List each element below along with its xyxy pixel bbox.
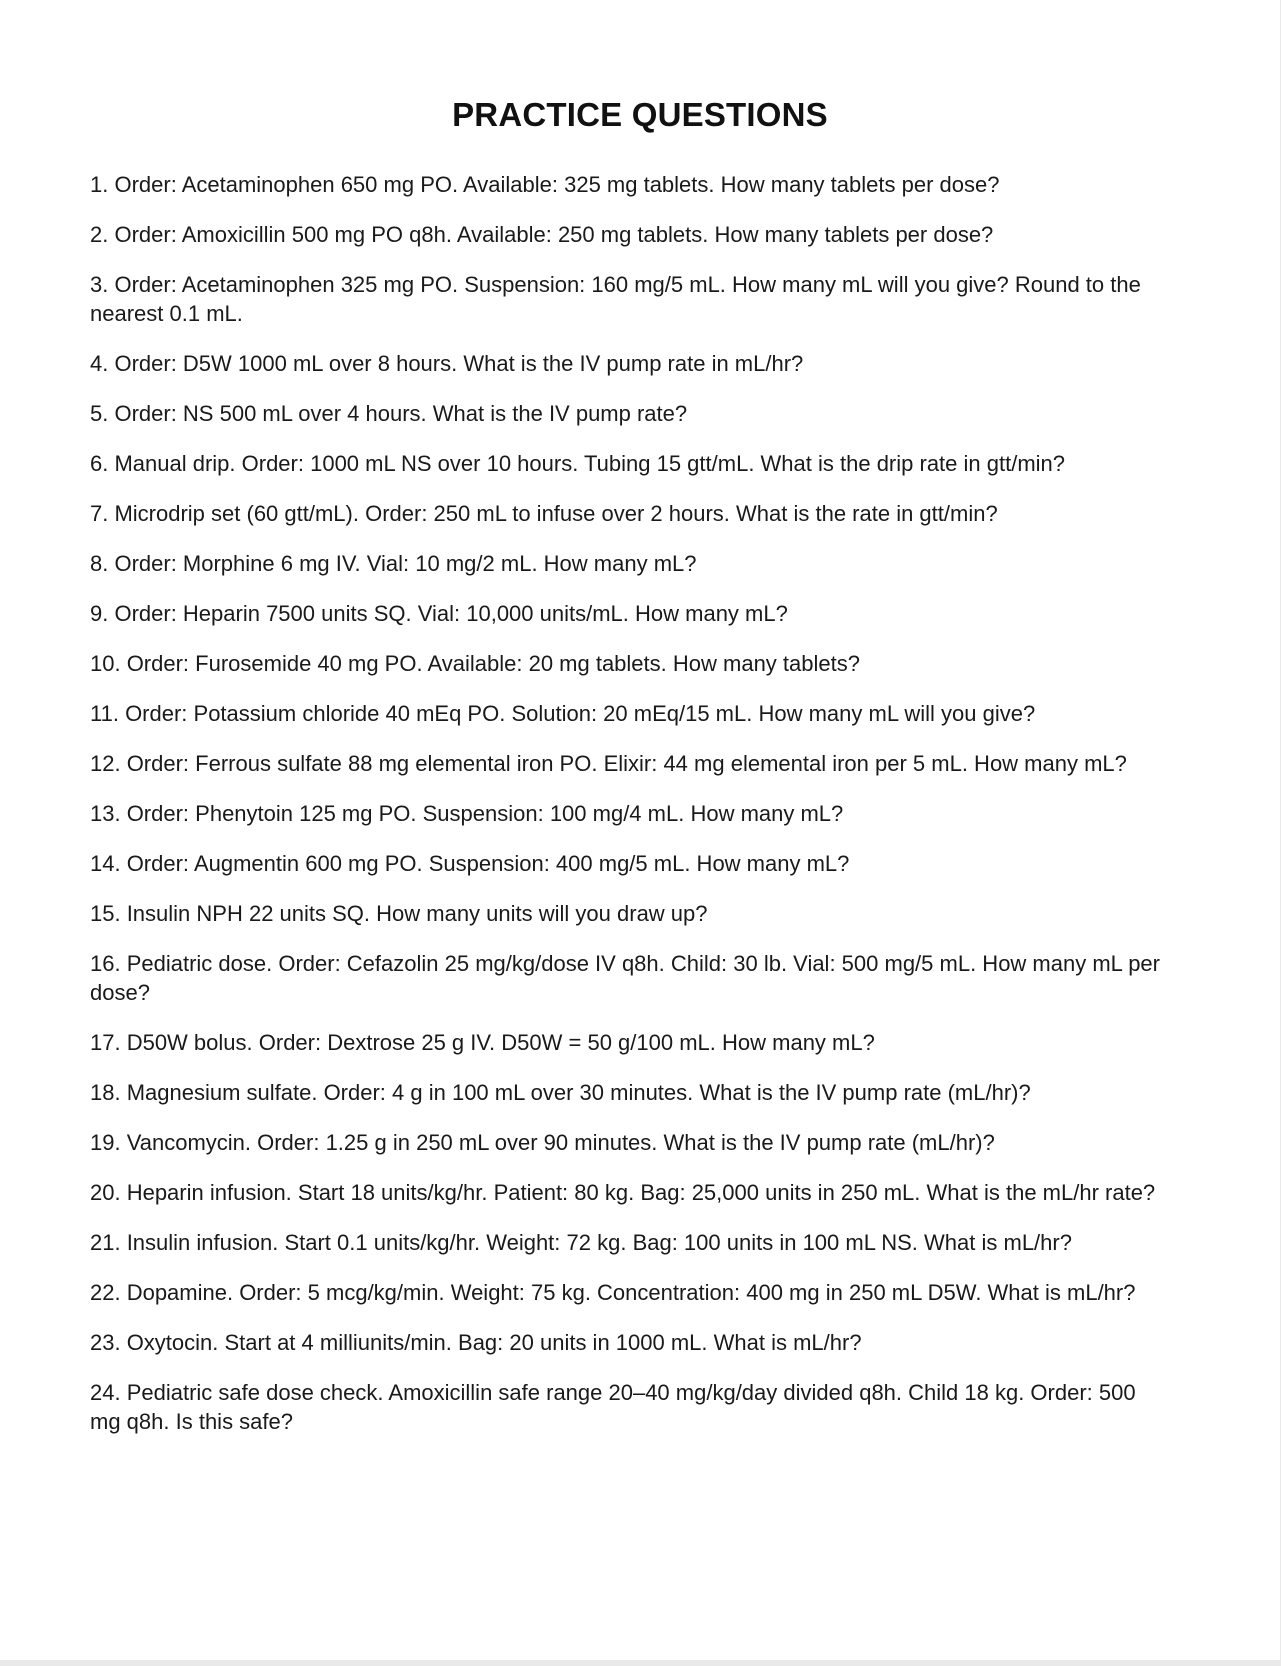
question-14: 14. Order: Augmentin 600 mg PO. Suspension: 400 mg/5 mL. How many mL? xyxy=(90,851,850,876)
question-16: 16. Pediatric dose. Order: Cefazolin 25 mg/kg/dose IV q8h. Child: 30 lb. Vial: 500 mg/5 mL. How many mL per dose? xyxy=(90,951,1160,1005)
question-6: 6. Manual drip. Order: 1000 mL NS over 10 hours. Tubing 15 gtt/mL. What is the drip rate in gtt/min? xyxy=(90,451,1066,476)
question-4: 4. Order: D5W 1000 mL over 8 hours. What is the IV pump rate in mL/hr? xyxy=(90,351,804,376)
question-13: 13. Order: Phenytoin 125 mg PO. Suspension: 100 mg/4 mL. How many mL? xyxy=(90,801,844,826)
question-7: 7. Microdrip set (60 gtt/mL). Order: 250 mL to infuse over 2 hours. What is the rate in gtt/min? xyxy=(90,501,998,526)
page-title: PRACTICE QUESTIONS xyxy=(452,96,828,133)
question-21: 21. Insulin infusion. Start 0.1 units/kg/hr. Weight: 72 kg. Bag: 100 units in 100 mL NS. What is mL/hr? xyxy=(90,1230,1072,1255)
question-1: 1. Order: Acetaminophen 650 mg PO. Available: 325 mg tablets. How many tablets per dose? xyxy=(90,172,1000,197)
question-23: 23. Oxytocin. Start at 4 milliunits/min. Bag: 20 units in 1000 mL. What is mL/hr? xyxy=(90,1330,862,1355)
question-19: 19. Vancomycin. Order: 1.25 g in 250 mL over 90 minutes. What is the IV pump rate (mL/hr)? xyxy=(90,1130,995,1155)
question-18: 18. Magnesium sulfate. Order: 4 g in 100 mL over 30 minutes. What is the IV pump rate (mL/hr)? xyxy=(90,1080,1031,1105)
question-15: 15. Insulin NPH 22 units SQ. How many units will you draw up? xyxy=(90,901,708,926)
question-2: 2. Order: Amoxicillin 500 mg PO q8h. Available: 250 mg tablets. How many tablets per dose? xyxy=(90,222,994,247)
question-17: 17. D50W bolus. Order: Dextrose 25 g IV. D50W = 50 g/100 mL. How many mL? xyxy=(90,1030,875,1055)
question-11: 11. Order: Potassium chloride 40 mEq PO. Solution: 20 mEq/15 mL. How many mL will you give? xyxy=(90,701,1036,726)
question-3: 3. Order: Acetaminophen 325 mg PO. Suspension: 160 mg/5 mL. How many mL will you give? Round to the nearest 0.1 mL. xyxy=(90,272,1141,326)
question-list xyxy=(90,170,1190,1436)
question-24: 24. Pediatric safe dose check. Amoxicillin safe range 20–40 mg/kg/day divided q8h. Child 18 kg. Order: 500 mg q8h. Is this safe? xyxy=(90,1380,1136,1434)
question-9: 9. Order: Heparin 7500 units SQ. Vial: 10,000 units/mL. How many mL? xyxy=(90,601,788,626)
question-10: 10. Order: Furosemide 40 mg PO. Available: 20 mg tablets. How many tablets? xyxy=(90,651,860,676)
question-5: 5. Order: NS 500 mL over 4 hours. What is the IV pump rate? xyxy=(90,401,688,426)
question-20: 20. Heparin infusion. Start 18 units/kg/hr. Patient: 80 kg. Bag: 25,000 units in 250 mL. What is the mL/hr rate? xyxy=(90,1180,1156,1205)
question-12: 12. Order: Ferrous sulfate 88 mg elemental iron PO. Elixir: 44 mg elemental iron per 5 mL. How many mL? xyxy=(90,751,1127,776)
question-22: 22. Dopamine. Order: 5 mcg/kg/min. Weight: 75 kg. Concentration: 400 mg in 250 mL D5W. What is mL/hr? xyxy=(90,1280,1136,1305)
question-8: 8. Order: Morphine 6 mg IV. Vial: 10 mg/2 mL. How many mL? xyxy=(90,551,697,576)
